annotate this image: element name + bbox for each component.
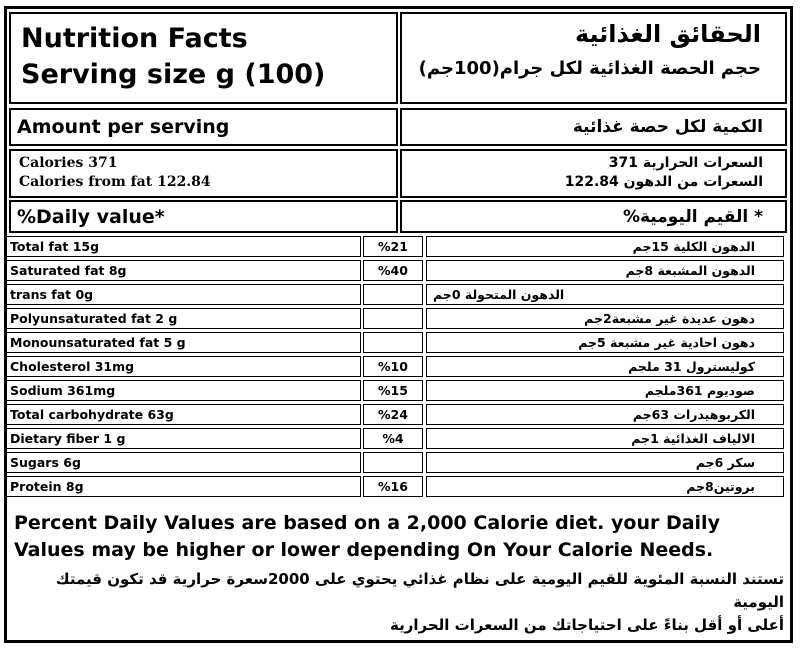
nutrient-daily-percent: %21 bbox=[363, 236, 423, 257]
nutrient-name: trans fat 0g bbox=[6, 284, 361, 305]
daily-value-label: %Daily value* bbox=[17, 205, 165, 228]
nutrient-name: Total carbohydrate 63g bbox=[6, 404, 361, 425]
nutrient-name: Cholesterol 31mg bbox=[6, 356, 361, 377]
footnote-arabic-line-1: تستند النسبة المئوية للقيم اليومية على نظام غذائي يحتوي على 2000سعرة حرارية قد تكون قيمتك اليومية bbox=[55, 570, 784, 611]
header-english-box bbox=[9, 12, 398, 104]
nutrient-daily-percent bbox=[363, 308, 423, 329]
daily-value-arabic-box bbox=[400, 200, 787, 233]
footnote-english-line-2: Values may be higher or lower depending On Your Calorie Needs. bbox=[14, 539, 714, 561]
nutrient-name-arabic: صوديوم 361ملجم bbox=[426, 380, 784, 401]
amount-per-serving-label: Amount per serving bbox=[17, 116, 230, 138]
serving-size-label: Serving size g (100) bbox=[21, 59, 326, 90]
nutrient-daily-percent: %4 bbox=[363, 428, 423, 449]
nutrient-name-arabic: الدهون المشبعة 8جم bbox=[426, 260, 784, 281]
nutrient-name-arabic: بروتين8جم bbox=[426, 476, 784, 497]
nutrient-name-arabic: الدهون الكلية 15جم bbox=[426, 236, 784, 257]
nutrient-daily-percent: %15 bbox=[363, 380, 423, 401]
nutrient-name: Saturated fat 8g bbox=[6, 260, 361, 281]
footnote-english bbox=[14, 510, 784, 564]
nutrition-facts-title: Nutrition Facts bbox=[21, 23, 248, 54]
amount-english-box bbox=[9, 108, 398, 146]
amount-arabic-box bbox=[400, 108, 787, 146]
nutrient-name-arabic: الالياف الغذائية 1جم bbox=[426, 428, 784, 449]
nutrient-name-arabic: الكربوهيدرات 63جم bbox=[426, 404, 784, 425]
nutrient-name-arabic: سكر 6جم bbox=[426, 452, 784, 473]
nutrient-name: Sodium 361mg bbox=[6, 380, 361, 401]
nutrient-daily-percent: %16 bbox=[363, 476, 423, 497]
nutrient-daily-percent bbox=[363, 332, 423, 353]
calories-value: Calories 371 bbox=[19, 155, 118, 171]
footnote-english-line-1: Percent Daily Values are based on a 2,000 Calorie diet. your Daily bbox=[14, 512, 720, 534]
nutrient-name: Total fat 15g bbox=[6, 236, 361, 257]
nutrient-name-arabic-text: الدهون المتحولة 0جم bbox=[433, 287, 565, 302]
nutrient-daily-percent bbox=[363, 452, 423, 473]
nutrient-name: Polyunsaturated fat 2 g bbox=[6, 308, 361, 329]
nutrient-name: Protein 8g bbox=[6, 476, 361, 497]
serving-size-label-arabic: حجم الحصة الغذائية لكل جرام(100جم) bbox=[418, 58, 761, 79]
calories-from-fat-value-arabic: السعرات من الدهون 122.84 bbox=[564, 174, 763, 190]
calories-english-box bbox=[9, 149, 398, 198]
nutrient-name-arabic: دهون احادية غير مشبعة 5جم bbox=[426, 332, 784, 353]
nutrient-daily-percent: %10 bbox=[363, 356, 423, 377]
nutrient-name: Sugars 6g bbox=[6, 452, 361, 473]
nutrient-name-arabic: كوليسترول 31 ملجم bbox=[426, 356, 784, 377]
header-arabic-box bbox=[400, 12, 787, 104]
calories-value-arabic: السعرات الحرارية 371 bbox=[608, 155, 763, 171]
daily-value-english-box bbox=[9, 200, 398, 233]
nutrient-daily-percent: %40 bbox=[363, 260, 423, 281]
nutrient-daily-percent bbox=[363, 284, 423, 305]
nutrient-name: Dietary fiber 1 g bbox=[6, 428, 361, 449]
amount-per-serving-label-arabic: الكمية لكل حصة غذائية bbox=[572, 117, 763, 137]
nutrition-facts-title-arabic: الحقائق الغذائية bbox=[574, 20, 761, 48]
calories-arabic-box bbox=[400, 149, 787, 198]
nutrient-daily-percent: %24 bbox=[363, 404, 423, 425]
calories-from-fat-value: Calories from fat 122.84 bbox=[19, 174, 211, 190]
nutrient-name: Monounsaturated fat 5 g bbox=[6, 332, 361, 353]
footnote-arabic bbox=[14, 568, 784, 637]
nutrient-name-arabic: دهون عديدة غير مشبعة2جم bbox=[426, 308, 784, 329]
daily-value-label-arabic: * القيم اليومية% bbox=[622, 206, 763, 227]
nutrient-name-arabic bbox=[426, 284, 784, 305]
footnote-arabic-line-2: أعلى أو أقل بناءً على احتياجاتك من السعرات الحرارية bbox=[389, 616, 784, 634]
